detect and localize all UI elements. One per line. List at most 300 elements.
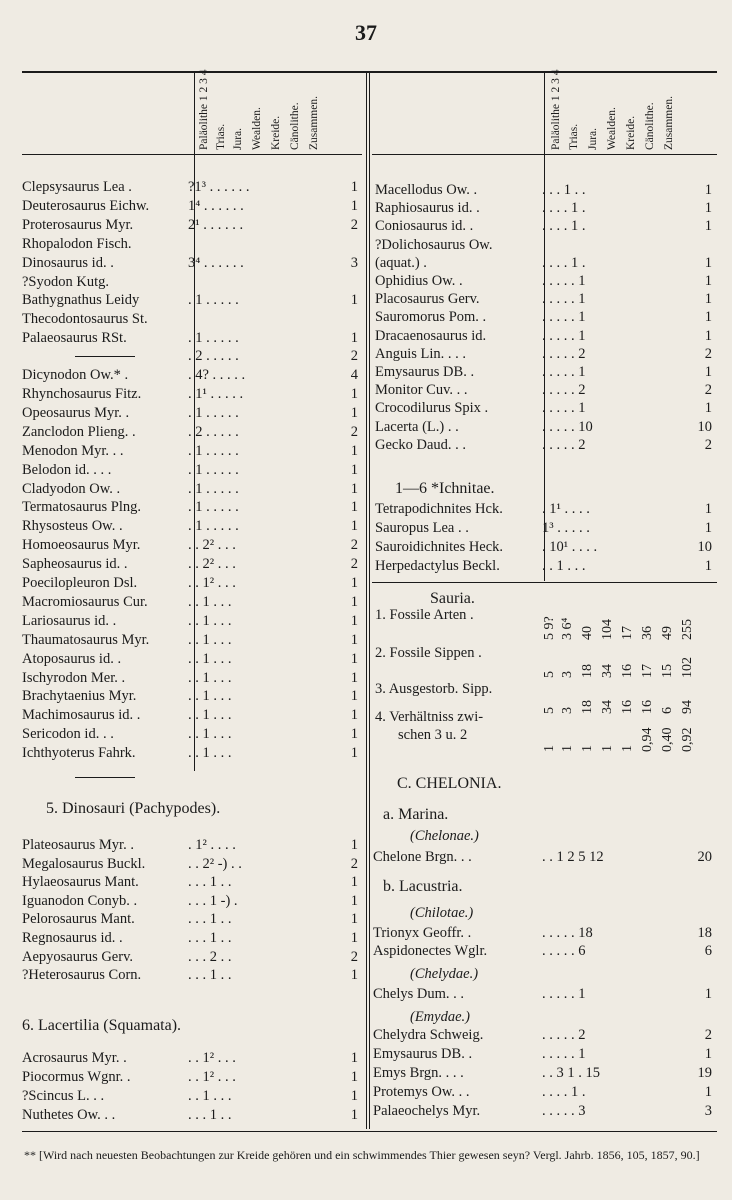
table-row	[22, 966, 358, 985]
period-values: 2¹ . . . . . .	[188, 216, 244, 233]
separator-rule	[75, 777, 135, 778]
period-values: . 1¹ . . . .	[542, 501, 590, 517]
table-row	[375, 399, 712, 418]
table-row	[22, 892, 358, 911]
taxon-name: Emys Brgn. . . .	[373, 1065, 464, 1081]
taxon-name: Piocormus Wgnr. .	[22, 1069, 131, 1085]
taxon-name: Dinosaurus id. .	[22, 254, 114, 271]
taxon-name: Macromiosaurus Cur.	[22, 593, 148, 610]
total-value: 1	[704, 291, 712, 308]
table-row	[22, 517, 358, 536]
period-values: . . 1 . . .	[188, 631, 232, 648]
period-values: . . . 1 . .	[188, 874, 232, 891]
total-value: 1	[350, 930, 358, 946]
total-value: 1	[350, 612, 358, 629]
table-row	[22, 461, 358, 480]
sauria-value-text: 255	[680, 619, 695, 640]
table-row	[22, 442, 358, 461]
center-divider	[366, 71, 367, 1129]
period-values: . . 1² . . .	[188, 1069, 236, 1085]
total-value: 19	[697, 1065, 712, 1081]
taxon-name: Ichthyoterus Fahrk.	[22, 745, 136, 762]
taxon-name: Sauroidichnites Heck.	[375, 539, 504, 555]
period-values: . . 1 . . .	[188, 1088, 232, 1104]
taxon-name: ?Heterosaurus Corn.	[22, 967, 142, 984]
period-values: . . . . . 2	[542, 382, 586, 399]
period-values: . . 1 . . .	[188, 745, 232, 762]
table-row	[22, 273, 358, 292]
table-row	[22, 480, 358, 499]
table-row	[373, 985, 712, 1004]
taxon-name: Hylaeosaurus Mant.	[22, 874, 139, 891]
total-value: 1	[350, 837, 358, 853]
taxon-name: ?Syodon Kutg.	[22, 273, 109, 290]
taxon-name: ?Dolichosaurus Ow.	[375, 236, 493, 253]
table-row	[22, 366, 358, 385]
section-title: b. Lacustria.	[383, 878, 463, 895]
taxon-name: Ophidius Ow. .	[375, 273, 463, 289]
period-values: . . . 1 -) .	[188, 892, 238, 909]
period-values: . . . 1 . .	[188, 967, 232, 984]
sauria-value-text: 17	[640, 664, 655, 678]
table-row	[375, 217, 712, 236]
period-values: . . 1 . . .	[188, 707, 232, 724]
taxon-name: Brachytaenius Myr.	[22, 688, 137, 705]
sauria-value-text: 1	[580, 745, 595, 752]
period-values: . 1 . . . . .	[188, 461, 239, 478]
period-values: . . . . 1 .	[542, 1084, 586, 1100]
page-number: 37	[355, 20, 377, 45]
total-value: 1	[704, 1046, 712, 1062]
table-row	[22, 593, 358, 612]
taxon-name: Chelydra Schweig.	[373, 1027, 484, 1043]
table-row	[373, 1064, 712, 1083]
period-values: . . . . 1 .	[542, 218, 586, 235]
taxon-name: Acrosaurus Myr. .	[22, 1050, 127, 1066]
left-header-2	[230, 78, 244, 152]
total-value: 1	[350, 688, 358, 705]
sauria-value-text: 18	[580, 700, 595, 714]
period-values: . . 1² . . .	[188, 1050, 236, 1066]
table-row	[22, 631, 358, 650]
period-values: . . . . . 2	[542, 436, 586, 453]
taxon-name: Rhynchosaurus Fitz.	[22, 386, 142, 402]
period-values: . 2 . . . . .	[188, 423, 239, 440]
table-row	[22, 555, 358, 574]
sauria-value-text: 17	[620, 626, 635, 640]
table-row	[375, 308, 712, 327]
table-row	[22, 329, 358, 348]
period-values: 1³ . . . . .	[542, 520, 590, 536]
period-values: . . . 2 . .	[188, 948, 232, 965]
period-values: . . 1 . . .	[188, 688, 232, 705]
total-value: 1	[350, 518, 358, 535]
sauria-row-label: 2. Fossile Sippen .	[375, 645, 482, 661]
taxon-name: Nuthetes Ow. . .	[22, 1107, 116, 1123]
table-row	[373, 924, 712, 943]
taxon-name: Lacerta (L.) . .	[375, 418, 459, 435]
taxon-name: Pelorosaurus Mant.	[22, 911, 135, 928]
table-row	[22, 574, 358, 593]
header-label: Kreide.	[625, 115, 637, 150]
taxon-name: Sauromorus Pom. .	[375, 309, 487, 326]
period-values: . . 2² . . .	[188, 537, 236, 554]
period-values: . 1¹ . . . . .	[188, 386, 244, 402]
section-title: Sauria.	[430, 590, 475, 607]
total-value: 2	[350, 216, 358, 233]
sauria-row-label: schen 3 u. 2	[398, 727, 468, 743]
total-value: 6	[704, 943, 712, 959]
left-header-1	[213, 78, 227, 152]
period-values: . . . . . 1	[542, 400, 586, 417]
sauria-value-text: 0,40	[660, 727, 675, 752]
table-row	[22, 725, 358, 744]
table-row	[22, 650, 358, 669]
table-row	[22, 347, 358, 366]
table-row	[22, 498, 358, 517]
period-values: . . 3 1 . 15	[542, 1065, 600, 1081]
header-label: Trias.	[215, 123, 227, 150]
total-value: 1	[350, 575, 358, 591]
total-value: 2	[704, 345, 712, 362]
left-header-3	[249, 78, 263, 152]
period-values: . . 1 . . .	[188, 612, 232, 629]
table-row	[22, 404, 358, 423]
taxon-name: Tetrapodichnites Hck.	[375, 501, 503, 517]
header-label: Zusammen.	[663, 96, 675, 150]
table-row	[22, 1049, 358, 1068]
sauria-value	[542, 694, 556, 754]
total-value: 2	[350, 348, 358, 365]
table-row	[22, 178, 358, 197]
total-value: 2	[350, 423, 358, 440]
table-row	[373, 1083, 712, 1102]
total-value: 2	[350, 556, 358, 573]
period-values: . . . . . 2	[542, 1027, 586, 1043]
taxon-name: Aepyosaurus Gerv.	[22, 948, 134, 965]
section-title: 6. Lacertilia (Squamata).	[22, 1017, 182, 1034]
table-row	[22, 291, 358, 310]
total-value: 3	[350, 254, 358, 271]
header-label: Jura.	[587, 127, 599, 150]
footnote: ** [Wird nach neuesten Beobachtungen zur Kreide gehören und ein schwimmendes Thier gewesen seyn? Vergl. Jahrb. 1856, 105, 1857, 90.]	[24, 1148, 700, 1162]
table-row	[375, 363, 712, 382]
table-row	[375, 181, 712, 200]
taxon-name: Trionyx Geoffr. .	[373, 925, 472, 941]
period-values: . . . 1 . .	[188, 930, 232, 946]
taxon-name: Homoeosaurus Myr.	[22, 537, 141, 554]
right-header-1	[566, 78, 580, 152]
table-row	[375, 500, 712, 519]
taxon-name: Dracaenosaurus id.	[375, 327, 487, 344]
total-value: 1	[350, 499, 358, 516]
taxon-name: Zanclodon Plieng. .	[22, 423, 136, 440]
sauria-value-text: 40	[580, 626, 595, 640]
total-value: 1	[704, 327, 712, 344]
total-value: 4	[350, 367, 358, 384]
period-values: . . . . 1 .	[542, 200, 586, 217]
period-values: . 10¹ . . . .	[542, 539, 598, 555]
total-value: 1	[704, 1084, 712, 1100]
table-row	[373, 1102, 712, 1121]
total-value: 1	[704, 986, 712, 1002]
header-label: Wealden.	[606, 107, 618, 150]
table-row	[373, 848, 712, 867]
total-value: 1	[704, 182, 712, 198]
taxon-name: (aquat.) .	[375, 254, 427, 271]
sauria-value-text: 15	[660, 664, 675, 678]
taxon-name: Palaeosaurus RSt.	[22, 330, 127, 347]
total-value: 1	[350, 1107, 358, 1123]
taxon-name: Monitor Cuv. . .	[375, 382, 468, 399]
taxon-name: Opeosaurus Myr. .	[22, 404, 130, 421]
sauria-value-text: 18	[580, 664, 595, 678]
table-row	[22, 873, 358, 892]
period-values: . . 1 . . .	[188, 650, 232, 667]
taxon-name: Gecko Daud. . .	[375, 436, 467, 453]
period-values: . 1 . . . . .	[188, 404, 239, 421]
table-row	[22, 910, 358, 929]
taxon-name: Sericodon id. . .	[22, 726, 114, 743]
period-values: . . . . . 1	[542, 986, 586, 1002]
left-header-6	[306, 78, 320, 152]
period-values: . . . . . 2	[542, 345, 586, 362]
period-values: . 1 . . . . .	[188, 442, 239, 459]
sauria-value	[640, 694, 654, 754]
taxon-name: Rhysosteus Ow. .	[22, 518, 123, 535]
left-header-4	[268, 78, 282, 152]
period-values: . . . . . 3	[542, 1103, 586, 1119]
section-title: (Chelonae.)	[410, 828, 479, 844]
total-value: 1	[704, 273, 712, 289]
taxon-name: Poecilopleuron Dsl.	[22, 575, 138, 591]
total-value: 1	[350, 967, 358, 984]
period-values: . . . 1 . .	[542, 182, 586, 198]
table-row	[375, 290, 712, 309]
sauria-value	[660, 694, 674, 754]
total-value: 1	[350, 1069, 358, 1085]
total-value: 1	[350, 480, 358, 497]
total-value: 1	[350, 461, 358, 478]
table-row	[22, 423, 358, 442]
total-value: 2	[704, 436, 712, 453]
sauria-value-text: 3	[560, 671, 575, 678]
taxon-name: Placosaurus Gerv.	[375, 291, 480, 308]
table-row	[22, 706, 358, 725]
total-value: 1	[350, 669, 358, 686]
total-value: 1	[350, 874, 358, 891]
right-header-3	[604, 78, 618, 152]
total-value: 1	[704, 558, 712, 574]
taxon-name: Machimosaurus id. .	[22, 707, 141, 724]
separator-rule	[75, 356, 135, 357]
sauria-value	[600, 694, 614, 754]
taxon-name: Raphiosaurus id. .	[375, 200, 480, 217]
taxon-name: Crocodilurus Spix .	[375, 400, 489, 417]
taxon-name: Sauropus Lea . .	[375, 520, 469, 536]
total-value: 1	[350, 911, 358, 928]
taxon-name: Menodon Myr. . .	[22, 442, 124, 459]
period-values: . 1² . . . .	[188, 837, 236, 853]
taxon-name: Regnosaurus id. .	[22, 930, 123, 946]
period-values: . . 1 . . .	[188, 593, 232, 610]
period-values: . . 1 . . .	[188, 669, 232, 686]
sauria-value-text: 34	[600, 664, 615, 678]
table-row	[375, 272, 712, 291]
total-value: 1	[350, 650, 358, 667]
total-value: 1	[350, 292, 358, 309]
total-value: 1	[704, 254, 712, 271]
total-value: 1	[350, 593, 358, 610]
sauria-value-text: 94	[680, 700, 695, 714]
taxon-name: ?Scincus L. . .	[22, 1088, 105, 1104]
period-values: . . . . . 18	[542, 925, 593, 941]
taxon-name: Thecodontosaurus St.	[22, 311, 148, 328]
period-values: . . . . . 1	[542, 309, 586, 326]
total-value: 1	[350, 330, 358, 347]
table-row	[22, 669, 358, 688]
period-values: . 1 . . . . .	[188, 480, 239, 497]
taxon-name: Macellodus Ow. .	[375, 182, 478, 198]
period-values: . 1 . . . . .	[188, 292, 239, 309]
total-value: 2	[704, 382, 712, 399]
left-header-5	[287, 78, 301, 152]
table-row	[22, 385, 358, 404]
table-row	[375, 538, 712, 557]
table-row	[22, 929, 358, 948]
sauria-value-text: 5 9?	[542, 616, 557, 640]
taxon-name: Palaeochelys Myr.	[373, 1103, 481, 1119]
header-label: Paläolithe 1 2 3 4	[198, 69, 210, 150]
table-row	[22, 744, 358, 763]
sauria-value-text: 1	[560, 745, 575, 752]
total-value: 1	[704, 520, 712, 536]
sauria-row-label: 1. Fossile Arten .	[375, 607, 474, 623]
taxon-name: Megalosaurus Buckl.	[22, 855, 146, 872]
taxon-name: Dicynodon Ow.* .	[22, 367, 129, 384]
period-values: . . . 1 . .	[188, 1107, 232, 1123]
total-value: 1	[704, 364, 712, 380]
total-value: 1	[704, 200, 712, 217]
sauria-value-text: 1	[620, 745, 635, 752]
total-value: 2	[704, 1027, 712, 1043]
left-header-rule	[22, 154, 362, 155]
taxon-name: Protemys Ow. . .	[373, 1084, 470, 1100]
sauria-value-text: 5	[542, 671, 557, 678]
total-value: 1	[704, 218, 712, 235]
taxon-name: Belodon id. . . .	[22, 461, 112, 478]
total-value: 1	[350, 179, 358, 195]
table-row	[22, 687, 358, 706]
header-label: Trias.	[568, 123, 580, 150]
total-value: 10	[697, 418, 712, 435]
total-value: 1	[704, 309, 712, 326]
sauria-value-text: 1	[600, 745, 615, 752]
total-value: 2	[350, 948, 358, 965]
period-values: . . . . . 1	[542, 327, 586, 344]
table-row	[22, 310, 358, 329]
total-value: 1	[350, 197, 358, 214]
period-values: 3⁴ . . . . . .	[188, 254, 244, 271]
total-value: 1	[350, 404, 358, 421]
section-title: (Emydae.)	[410, 1009, 470, 1025]
taxon-name: Cladyodon Ow. .	[22, 480, 121, 497]
header-label: Cänolithe.	[644, 102, 656, 150]
table-row	[375, 236, 712, 255]
taxon-name: Coniosaurus id. .	[375, 218, 474, 235]
section-title: C. CHELONIA.	[397, 775, 502, 792]
taxon-name: Chelone Brgn. . .	[373, 849, 472, 865]
sauria-row-label: 4. Verhältniss zwi-	[375, 709, 484, 725]
header-label: Kreide.	[270, 115, 282, 150]
table-row	[373, 1045, 712, 1064]
sauria-row-label: 3. Ausgestorb. Sipp.	[375, 681, 493, 697]
table-row	[375, 199, 712, 218]
taxon-name: Atoposaurus id. .	[22, 650, 122, 667]
sauria-value-text: 102	[680, 657, 695, 678]
taxon-name: Anguis Lin. . . .	[375, 345, 467, 362]
sauria-value-text: 5	[542, 707, 557, 714]
taxon-name: Sapheosaurus id. .	[22, 556, 128, 573]
taxon-name: Proterosaurus Myr.	[22, 216, 134, 233]
left-header-0	[196, 69, 210, 152]
table-row	[22, 216, 358, 235]
sauria-value	[560, 694, 574, 754]
header-label: Paläolithe 1 2 3 4	[550, 69, 562, 150]
sauria-value	[620, 694, 634, 754]
table-row	[22, 254, 358, 273]
total-value: 1	[704, 501, 712, 517]
section-title: 5. Dinosauri (Pachypodes).	[46, 800, 221, 817]
taxon-name: Termatosaurus Plng.	[22, 499, 141, 516]
period-values: ?1³ . . . . . .	[188, 179, 250, 195]
center-divider-2	[369, 71, 370, 1129]
period-values: . 4? . . . . .	[188, 367, 246, 384]
taxon-name: Thaumatosaurus Myr.	[22, 631, 150, 648]
period-values: . . 1 2 5 12	[542, 849, 604, 865]
taxon-name: Emysaurus DB. .	[373, 1046, 473, 1062]
period-values: . 1 . . . . .	[188, 518, 239, 535]
sauria-value-text: 16	[620, 664, 635, 678]
table-row	[375, 381, 712, 400]
period-values: 1⁴ . . . . . .	[188, 197, 244, 214]
period-values: . . . 1 . .	[188, 911, 232, 928]
right-header-5	[642, 78, 656, 152]
total-value: 1	[704, 400, 712, 417]
table-row	[373, 1026, 712, 1045]
taxon-name: Deuterosaurus Eichw.	[22, 197, 150, 214]
section-title: a. Marina.	[383, 806, 449, 823]
sauria-value-text: 0,92	[680, 727, 695, 752]
period-values: . . . . . 10	[542, 418, 593, 435]
sauria-value-text: 34	[600, 700, 615, 714]
period-values: . . . . . 1	[542, 273, 586, 289]
taxon-name: Rhopalodon Fisch.	[22, 235, 132, 252]
table-row	[22, 536, 358, 555]
table-row	[22, 1106, 358, 1125]
table-row	[22, 1068, 358, 1087]
period-values: . 2 . . . . .	[188, 348, 239, 365]
total-value: 2	[350, 855, 358, 872]
section-title: (Chilotae.)	[410, 905, 474, 921]
taxon-name: Plateosaurus Myr. .	[22, 837, 134, 853]
sauria-value-text: 49	[660, 626, 675, 640]
period-values: . . 1² . . .	[188, 575, 236, 591]
taxon-name: Aspidonectes Wglr.	[373, 943, 488, 959]
table-row	[22, 197, 358, 216]
total-value: 1	[350, 707, 358, 724]
period-values: . . 1 . . .	[188, 726, 232, 743]
